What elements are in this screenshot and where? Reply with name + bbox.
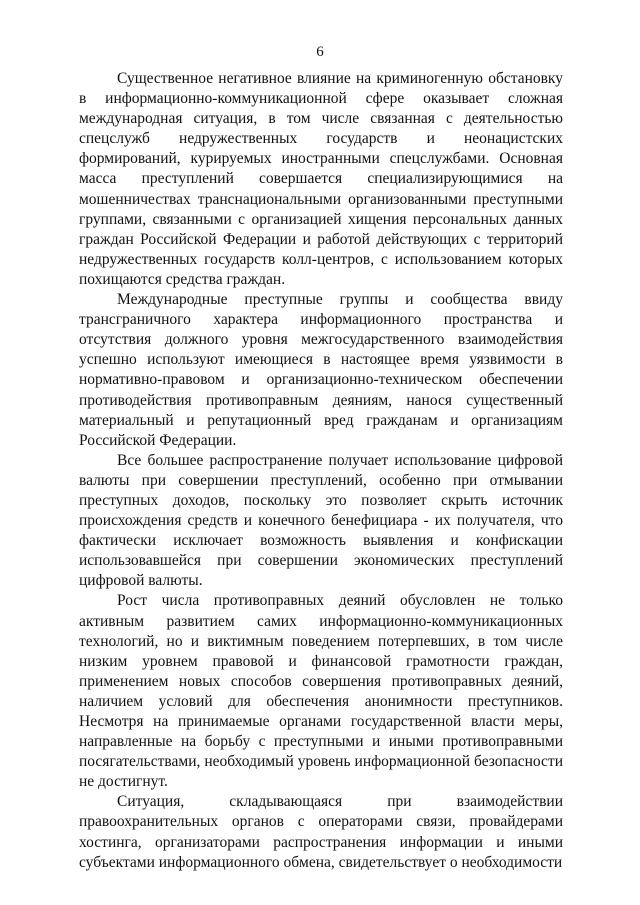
paragraph-4: Рост числа противоправных деяний обусловлен не только активным развитием самих информационно-коммуникационных технологий, но и виктимным поведением потерпевших, в том числе низким уровнем правовой и финансовой грамотности граждан, применением новых способов совершения противоправных деяний, наличием условий для обеспечения анонимности преступников. Несмотря на принимаемые органами государственной власти меры, направленные на борьбу с преступными и иными противоправными посягательствами, необходимый уровень информационной безопасности не достигнут. [79,592,563,791]
document-body [79,69,563,873]
page-number: 6 [316,44,324,60]
paragraph-1: Существенное негативное влияние на криминогенную обстановку в информационно-коммуникационной сфере оказывает сложная международная ситуация, в том числе связанная с деятельностью спецслужб недружественных государств и неонацистских формирований, курируемых иностранными спецслужбами. Основная масса преступлений совершается специализирующимися на мошенничествах транснациональными организованными преступными группами, связанными с организацией хищения персональных данных граждан Российской Федерации и работой действующих с территорий недружественных государств колл-центров, с использованием которых похищаются средства граждан. [79,70,563,288]
paragraph-2: Международные преступные группы и сообщества ввиду трансграничного характера информационного пространства и отсутствия должного уровня межгосударственного взаимодействия успешно используют имеющиеся в настоящее время уязвимости в нормативно-правовом и организационно-техническом обеспечении противодействия противоправным деяниям, нанося существенный материальный и репутационный вред гражданам и организациям Российской Федерации. [79,291,563,449]
paragraph-3: Все большее распространение получает использование цифровой валюты при совершении преступлений, особенно при отмывании преступных доходов, поскольку это позволяет скрыть источник происхождения средств и конечного бенефициара - их получателя, что фактически исключает возможность выявления и конфискации использовавшейся при совершении экономических преступлений цифровой валюты. [79,451,563,590]
paragraph-5: Ситуация, складывающаяся при взаимодействии правоохранительных органов с операторами связи, провайдерами хостинга, организаторами распространения информации и иными субъектами информационного обмена, свидетельствует о необходимости [79,793,563,871]
